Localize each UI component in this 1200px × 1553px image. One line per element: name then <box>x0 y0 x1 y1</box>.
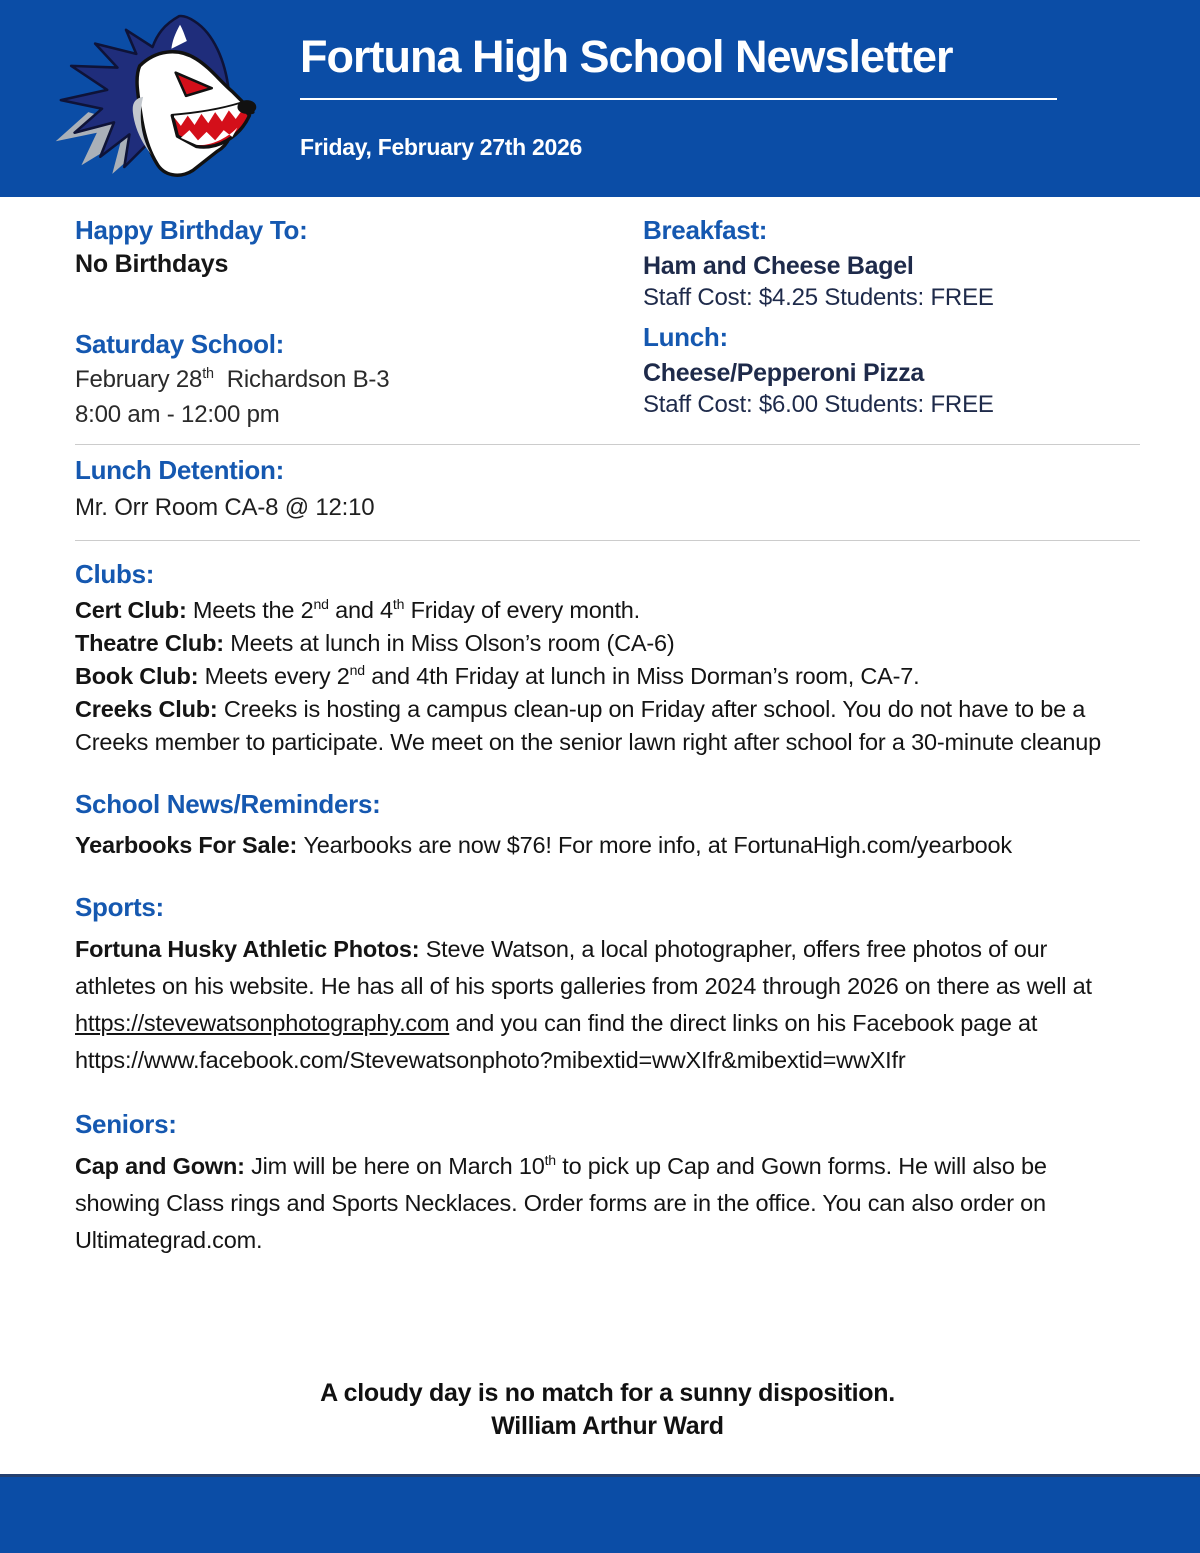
birthday-body: No Birthdays <box>75 250 229 278</box>
newsletter-date: Friday, February 27th 2026 <box>300 133 582 160</box>
photography-website-link[interactable]: https://stevewatsonphotography.com <box>75 1010 450 1037</box>
school-news-heading: School News/Reminders: <box>75 789 381 820</box>
clubs-section <box>75 559 1140 759</box>
quote-section <box>75 1377 1140 1443</box>
quote-author: William Arthur Ward <box>491 1412 724 1441</box>
breakfast-section <box>643 215 1140 312</box>
husky-mascot-icon <box>34 11 266 191</box>
club-item-theatre: Theatre Club: Meets at lunch in Miss Olson’s room (CA-6) <box>75 630 675 657</box>
breakfast-cost: Staff Cost: $4.25 Students: FREE <box>643 284 994 311</box>
lunch-detention-body: Mr. Orr Room CA-8 @ 12:10 <box>75 494 375 522</box>
quote-text: A cloudy day is no match for a sunny disposition. <box>320 1379 895 1408</box>
info-left-column <box>75 215 643 430</box>
section-divider <box>75 540 1140 541</box>
birthday-section <box>75 215 643 279</box>
school-logo <box>0 0 300 197</box>
lunch-section <box>643 322 1140 419</box>
sports-heading: Sports: <box>75 892 164 923</box>
lunch-heading: Lunch: <box>643 322 728 352</box>
saturday-school-date: February 28th Richardson B-3 <box>75 366 390 393</box>
header-text-block <box>300 0 1200 197</box>
footer-banner <box>0 1474 1200 1553</box>
saturday-school-heading: Saturday School: <box>75 329 285 359</box>
lunch-cost: Staff Cost: $6.00 Students: FREE <box>643 391 994 418</box>
lunch-detention-heading: Lunch Detention: <box>75 455 284 486</box>
club-item-book: Book Club: Meets every 2nd and 4th Friday at lunch in Miss Dorman’s room, CA-7. <box>75 662 920 690</box>
clubs-heading: Clubs: <box>75 559 155 590</box>
lunch-detention-section <box>75 455 1140 522</box>
newsletter-body <box>0 215 1200 1443</box>
sports-section <box>75 892 1140 1079</box>
clubs-list <box>75 594 1140 759</box>
club-item-creeks: Creeks Club: Creeks is hosting a campus clean-up on Friday after school. You do not have to be a Creeks member to participate. We meet on the senior lawn right after school for a 30-minute cleanup <box>75 696 1102 756</box>
breakfast-item: Ham and Cheese Bagel <box>643 252 914 280</box>
sports-paragraph: Fortuna Husky Athletic Photos: Steve Watson, a local photographer, offers free photos of our athletes on his website. He has all of his sports galleries from 2024 through 2026 on there as well at https://stevewatsonphotography.com and you can find the direct links on his Facebook page at https://www.facebook.com/Stevewatsonphoto?mibextid=wwXIfr&mibextid=wwXIfr <box>75 936 1092 1074</box>
seniors-section <box>75 1109 1140 1259</box>
newsletter-title: Fortuna High School Newsletter <box>300 31 953 82</box>
school-news-section <box>75 789 1140 862</box>
header-banner <box>0 0 1200 197</box>
club-item-cert: Cert Club: Meets the 2nd and 4th Friday of every month. <box>75 596 640 624</box>
info-right-column <box>643 215 1140 430</box>
saturday-school-time: 8:00 am - 12:00 pm <box>75 401 280 429</box>
yearbooks-item: Yearbooks For Sale: Yearbooks are now $76! For more info, at FortunaHigh.com/yearbook <box>75 832 1012 859</box>
info-grid <box>75 215 1140 430</box>
section-divider <box>75 444 1140 445</box>
breakfast-heading: Breakfast: <box>643 215 768 245</box>
seniors-paragraph: Cap and Gown: Jim will be here on March 10th to pick up Cap and Gown forms. He will also be showing Class rings and Sports Necklaces. Order forms are in the office. You can also order on Ultimategrad.com. <box>75 1152 1047 1254</box>
birthday-heading: Happy Birthday To: <box>75 215 308 245</box>
saturday-school-section <box>75 329 643 430</box>
lunch-item: Cheese/Pepperoni Pizza <box>643 359 924 387</box>
header-divider <box>300 98 1057 100</box>
seniors-heading: Seniors: <box>75 1109 177 1140</box>
